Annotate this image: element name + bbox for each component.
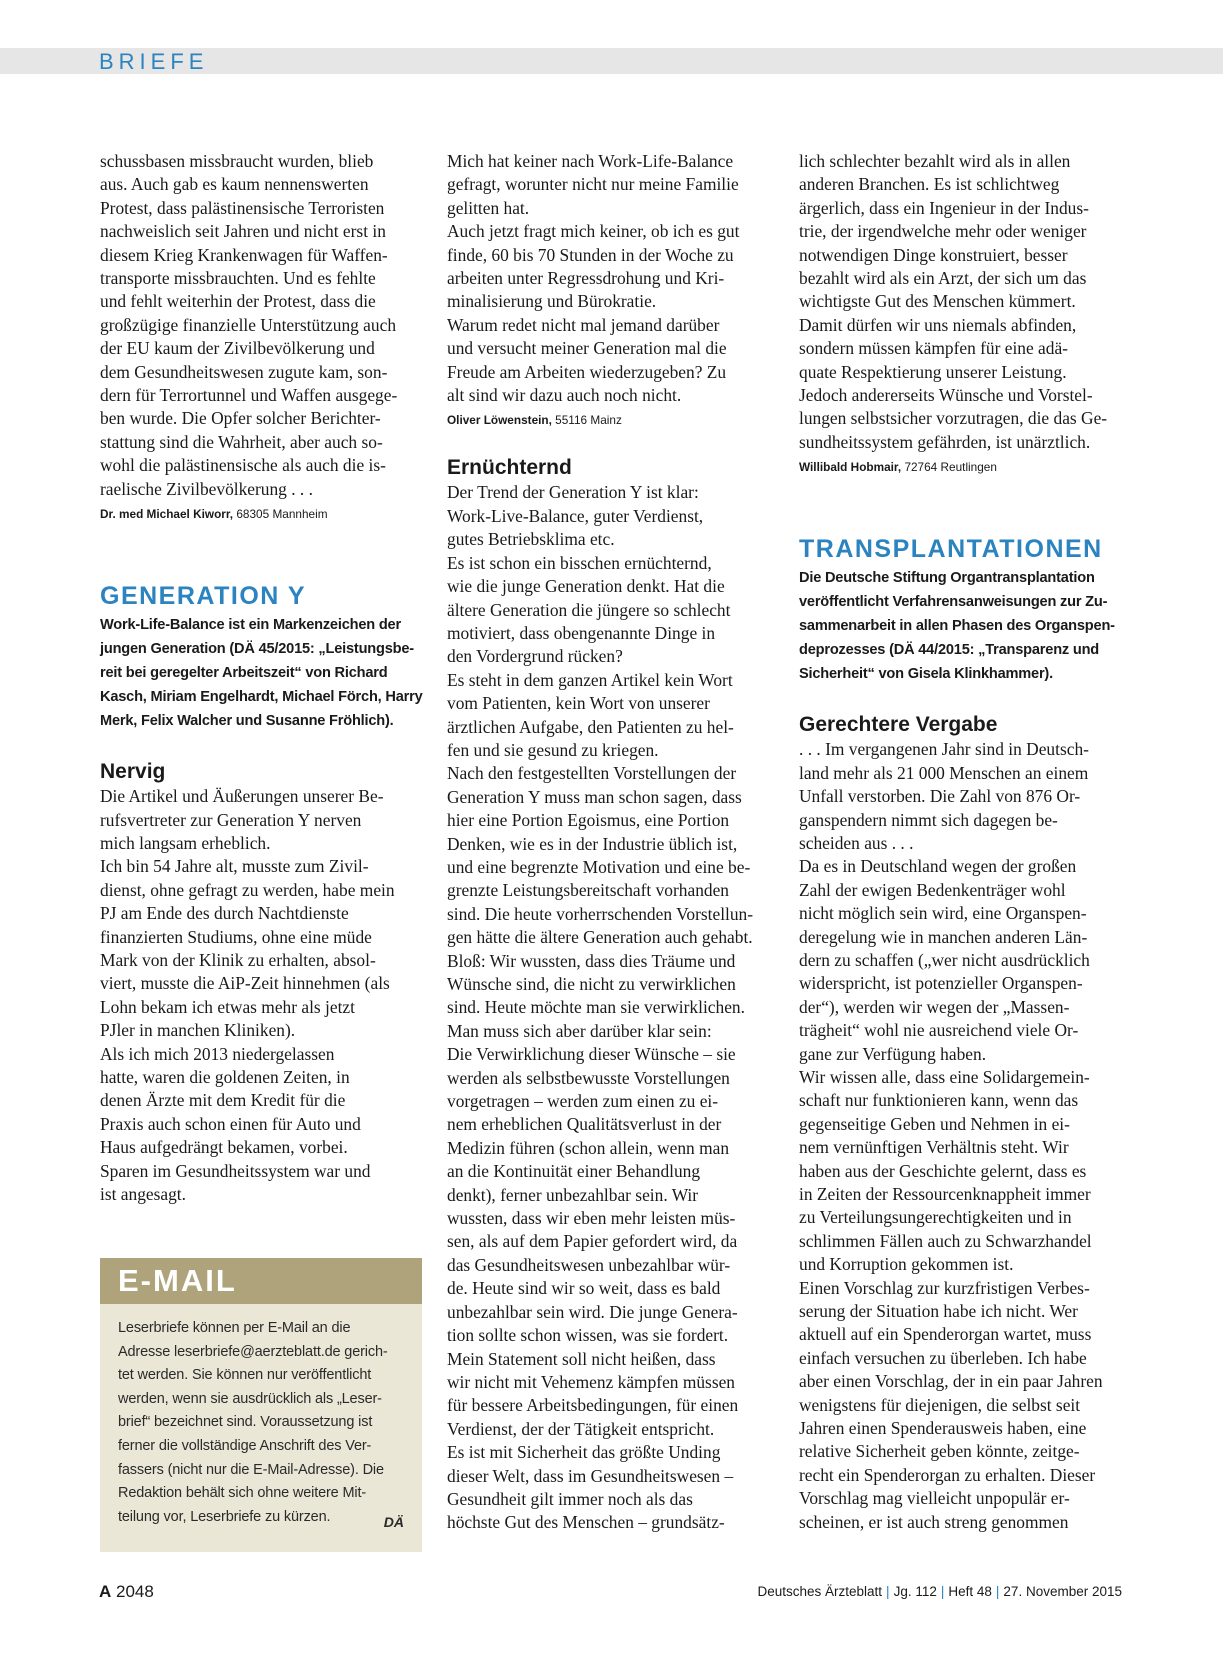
text-line: Es steht in dem ganzen Artikel kein Wort: [447, 669, 733, 690]
text-line: ganspendern nimmt sich dagegen be-: [799, 809, 1058, 830]
text-line: finde, 60 bis 70 Stunden in der Woche zu: [447, 244, 734, 265]
text-line: Nach den festgestellten Vorstellungen der: [447, 763, 737, 784]
rubric-heading: GENERATION Y: [100, 582, 306, 611]
letter-signature: [100, 507, 422, 521]
text-line: Einen Vorschlag zur kurzfristigen Verbes-: [799, 1277, 1090, 1298]
text-line: großzügige finanzielle Unterstützung auch: [100, 314, 397, 335]
text-line: . . . Im vergangenen Jahr sind in Deutsch-: [799, 739, 1089, 760]
text-line: sundheitssystem gefährden, ist unärztlich.: [799, 431, 1091, 452]
text-line: ferner die vollständige Anschrift des Ver-: [118, 1437, 372, 1454]
text-line: Sparen im Gesundheitssystem war und: [100, 1160, 371, 1181]
text-line: Protest, dass palästinensische Terroristen: [100, 197, 385, 218]
text-line: vom Patienten, kein Wort von unserer: [447, 693, 710, 714]
text-line: diesem Krieg Krankenwagen für Waffen-: [100, 244, 388, 265]
column-1: [100, 150, 422, 1206]
folio-number: 2048: [116, 1582, 154, 1601]
letter-continuation: [100, 150, 422, 501]
journal-footer: [757, 1584, 1122, 1599]
column-3: [799, 150, 1121, 1534]
text-line: bezahlt wird als ein Arzt, der sich um das: [799, 268, 1087, 289]
text-line: sondern müssen kämpfen für eine adä-: [799, 338, 1068, 359]
text-line: Leserbriefe können per E-Mail an die: [118, 1320, 351, 1336]
text-line: anderen Branchen. Es ist schlichtweg: [799, 174, 1060, 195]
text-line: Mein Statement soll nicht heißen, dass: [447, 1348, 716, 1369]
journal-volume: Jg. 112: [893, 1584, 937, 1599]
text-line: Jedoch andererseits Wünsche und Vorstel-: [799, 385, 1093, 406]
text-line: gutes Betriebsklima etc.: [447, 529, 615, 550]
text-line: ältere Generation die jüngere so schlecht: [447, 599, 731, 620]
author-place: 55116 Mainz: [555, 413, 622, 428]
letter-title: Gerechtere Vergabe: [799, 713, 998, 737]
text-line: den Vordergrund rücken?: [447, 646, 623, 667]
letter-body: [447, 481, 769, 1534]
text-line: unbezahlbar sein wird. Die junge Genera-: [447, 1301, 738, 1322]
text-line: lungen selbstsicher vorzutragen, die das Ge-: [799, 408, 1108, 429]
text-line: Work-Live-Balance, guter Verdienst,: [447, 505, 704, 526]
email-box-title: E-MAIL: [118, 1263, 237, 1298]
text-line: viert, musste die AiP-Zeit hinnehmen (als: [100, 973, 390, 994]
text-line: gegenseitige Geben und Nehmen in ei-: [799, 1113, 1070, 1134]
text-line: de. Heute sind wir so weit, dass es bald: [447, 1278, 721, 1299]
text-line: in Zeiten der Ressourcenknappheit immer: [799, 1184, 1091, 1204]
text-line: dieser Welt, dass im Gesundheitswesen –: [447, 1465, 734, 1486]
text-line: aber einen Vorschlag, der in ein paar Jahren: [799, 1371, 1103, 1392]
text-line: fen und sie gesund zu kriegen.: [447, 739, 659, 760]
text-line: raelische Zivilbevölkerung . . .: [100, 478, 313, 499]
text-line: deprozesses (DÄ 44/2015: „Transparenz und: [799, 642, 1100, 659]
text-line: veröffentlicht Verfahrensanweisungen zur Zu-: [799, 594, 1108, 611]
email-box-text: [100, 1304, 422, 1529]
text-line: dern zu schaffen („wer nicht ausdrücklich: [799, 949, 1090, 970]
text-line: Ich bin 54 Jahre alt, musste zum Zivil-: [100, 856, 369, 877]
letter-body: [799, 738, 1121, 1534]
text-line: Freude am Arbeiten wiederzugeben? Zu: [447, 361, 727, 382]
journal-date: 27. November 2015: [1003, 1584, 1122, 1599]
text-line: denkt), ferner unbezahlbar sein. Wir: [447, 1184, 699, 1205]
text-line: jungen Generation (DÄ 45/2015: „Leistungsbe-: [100, 641, 414, 658]
text-line: der EU kaum der Zivilbevölkerung und: [100, 338, 375, 359]
email-info-box: [100, 1258, 422, 1552]
text-line: Die Artikel und Äußerungen unserer Be-: [100, 786, 384, 807]
text-line: Wir wissen alle, dass eine Solidargemein-: [799, 1066, 1090, 1087]
text-line: ben wurde. Die Opfer solcher Berichter-: [100, 408, 381, 429]
text-line: Bloß: Wir wussten, dass dies Träume und: [447, 950, 736, 971]
text-line: hatte, waren die goldenen Zeiten, in: [100, 1066, 350, 1087]
author-place: 68305 Mannheim: [236, 507, 328, 522]
text-line: aus. Auch gab es kaum nennenswerten: [100, 174, 369, 195]
text-line: grenzte Leistungsbereitschaft vorhanden: [447, 880, 730, 901]
text-line: Work-Life-Balance ist ein Markenzeichen der: [100, 617, 401, 634]
text-line: wir nicht mit Vehemenz kämpfen müssen: [447, 1371, 736, 1392]
letter-continuation: [447, 150, 769, 407]
text-line: wussten, dass wir eben mehr leisten müs-: [447, 1208, 736, 1229]
author-name: Oliver Löwenstein,: [447, 413, 552, 428]
text-line: Vorschlag mag vielleicht unpopulär er-: [799, 1488, 1070, 1509]
text-line: teilung vor, Leserbriefe zu kürzen.: [118, 1508, 331, 1525]
text-line: Lohn bekam ich etwas mehr als jetzt: [100, 996, 355, 1017]
page-number: [99, 1582, 154, 1602]
text-line: Damit dürfen wir uns niemals abfinden,: [799, 314, 1077, 335]
text-line: ist angesagt.: [100, 1184, 186, 1204]
text-line: Warum redet nicht mal jemand darüber: [447, 314, 720, 335]
text-line: Es ist schon ein bisschen ernüchternd,: [447, 552, 712, 573]
rubric-intro: [799, 566, 1121, 686]
email-box-lines: [118, 1317, 404, 1529]
text-line: gelitten hat.: [447, 197, 530, 218]
text-line: Adresse leserbriefe@aerzteblatt.de gerich-: [118, 1343, 388, 1360]
text-line: Es ist mit Sicherheit das größte Unding: [447, 1442, 721, 1463]
text-line: alt sind wir dazu auch noch nicht.: [447, 385, 682, 406]
text-line: Verdienst, der der Tätigkeit entspricht.: [447, 1418, 715, 1439]
text-line: Da es in Deutschland wegen der großen: [799, 856, 1077, 877]
text-line: Merk, Felix Walcher und Susanne Fröhlich).: [100, 713, 394, 730]
text-line: zu Verteilungsungerechtigkeiten und in: [799, 1207, 1072, 1228]
text-line: aktuell auf ein Spenderorgan wartet, muss: [799, 1324, 1092, 1345]
text-line: der“), werden wir wegen der „Massen-: [799, 996, 1070, 1017]
text-line: minalisierung und Bürokratie.: [447, 291, 657, 312]
text-line: serung der Situation habe ich nicht. Wer: [799, 1301, 1078, 1322]
text-line: scheiden aus . . .: [799, 832, 914, 853]
text-line: wichtigste Gut des Menschen kümmert.: [799, 291, 1076, 312]
text-line: widerspricht, ist potenzieller Organspen-: [799, 973, 1083, 994]
text-line: ärgerlich, dass ein Ingenieur in der Indus-: [799, 197, 1089, 218]
text-line: Unfall verstorben. Die Zahl von 876 Or-: [799, 786, 1081, 807]
text-line: Medizin führen (schon allein, wenn man: [447, 1137, 730, 1158]
text-line: dem Gesundheitswesen zugute kam, son-: [100, 361, 388, 382]
text-line: trie, der irgendwelche mehr oder weniger: [799, 221, 1087, 242]
text-line: stattung sind die Wahrheit, aber auch so-: [100, 431, 383, 452]
text-line: ärztlichen Aufgabe, den Patienten zu hel-: [447, 716, 734, 737]
rubric-heading: TRANSPLANTATIONEN: [799, 535, 1103, 564]
text-line: nem vernünftigen Verhältnis steht. Wir: [799, 1137, 1069, 1158]
text-line: und versucht meiner Generation mal die: [447, 338, 727, 359]
text-line: und fehlt weiterhin der Protest, dass die: [100, 291, 376, 312]
text-line: reit bei geregelter Arbeitszeit“ von Richard: [100, 665, 388, 682]
text-line: gane zur Verfügung haben.: [799, 1043, 987, 1064]
text-line: sind. Heute möchte man sie verwirklichen.: [447, 997, 745, 1018]
text-line: lich schlechter bezahlt wird als in allen: [799, 151, 1071, 171]
text-line: Man muss sich aber darüber klar sein:: [447, 1020, 712, 1041]
folio-letter: A: [99, 1582, 112, 1601]
letter-signature: [447, 413, 769, 427]
text-line: werden als selbstbewusste Vorstellungen: [447, 1067, 730, 1088]
author-name: Willibald Hobmair,: [799, 460, 902, 475]
email-box-header: [100, 1258, 422, 1304]
text-line: relative Sicherheit geben könnte, zeitge-: [799, 1441, 1080, 1462]
text-line: dienst, ohne gefragt zu werden, habe mein: [100, 879, 395, 900]
text-line: schussbasen missbraucht wurden, blieb: [100, 151, 374, 171]
text-line: Gesundheit gilt immer noch als das: [447, 1488, 693, 1509]
author-name: Dr. med Michael Kiworr,: [100, 507, 234, 522]
text-line: schlimmen Fällen auch zu Schwarzhandel: [799, 1230, 1092, 1251]
text-line: dern für Terrortunnel und Waffen ausgege-: [100, 385, 398, 406]
text-line: Denken, wie es in der Industrie üblich ist,: [447, 833, 738, 854]
text-line: Jahren einen Spenderausweis haben, eine: [799, 1418, 1087, 1439]
text-line: nem erheblichen Qualitätsverlust in der: [447, 1114, 722, 1135]
text-line: rufsvertreter zur Generation Y nerven: [100, 809, 362, 830]
text-line: Mark von der Klinik zu erhalten, absol-: [100, 949, 376, 970]
text-line: einfach versuchen zu überleben. Ich habe: [799, 1347, 1087, 1368]
text-line: tion sollte schon wissen, was sie fordert.: [447, 1325, 729, 1346]
text-line: Wünsche sind, die nicht zu verwirklichen: [447, 974, 736, 994]
text-line: PJ am Ende des durch Nachtdienste: [100, 903, 349, 924]
text-line: wohl die palästinensische als auch die is-: [100, 455, 386, 476]
journal-name: Deutsches Ärzteblatt: [757, 1584, 883, 1599]
text-line: wenigstens für diejenigen, die selbst seit: [799, 1394, 1081, 1415]
text-line: höchste Gut des Menschen – grundsätz-: [447, 1512, 725, 1533]
text-line: fassers (nicht nur die E-Mail-Adresse). Die: [118, 1461, 384, 1478]
text-line: gen hätte die ältere Generation auch gehabt.: [447, 927, 753, 948]
text-line: Mich hat keiner nach Work-Life-Balance: [447, 151, 734, 171]
text-line: Als ich mich 2013 niedergelassen: [100, 1043, 335, 1064]
text-line: nachweislich seit Jahren und nicht erst in: [100, 221, 386, 242]
text-line: sammenarbeit in allen Phasen des Organspen-: [799, 618, 1115, 635]
separator: |: [995, 1584, 1000, 1599]
text-line: und eine begrenzte Motivation und eine be-: [447, 856, 751, 877]
author-place: 72764 Reutlingen: [904, 460, 997, 475]
journal-issue: Heft 48: [948, 1584, 992, 1599]
separator: |: [886, 1584, 890, 1599]
text-line: arbeiten unter Regressdrohung und Kri-: [447, 268, 725, 289]
text-line: schaft nur funktionieren kann, wenn das: [799, 1090, 1079, 1111]
text-line: Redaktion behält sich ohne weitere Mit-: [118, 1485, 367, 1502]
text-line: Zahl der ewigen Bedenkenträger wohl: [799, 879, 1066, 900]
text-line: Kasch, Miriam Engelhardt, Michael Förch, Harry: [100, 689, 423, 706]
text-line: PJler in manchen Kliniken).: [100, 1020, 296, 1041]
text-line: Auch jetzt fragt mich keiner, ob ich es gut: [447, 221, 740, 242]
text-line: gefragt, worunter nicht nur meine Familie: [447, 174, 739, 195]
rubric-intro: [100, 613, 422, 733]
letter-signature: [799, 460, 1121, 474]
text-line: land mehr als 21 000 Menschen an einem: [799, 762, 1089, 783]
text-line: wie die junge Generation denkt. Hat die: [447, 576, 725, 597]
text-line: denen Ärzte mit dem Kredit für die: [100, 1090, 346, 1111]
separator: |: [940, 1584, 945, 1599]
text-line: deregelung wie in manchen anderen Län-: [799, 926, 1088, 947]
text-line: Haus aufgedrängt bekamen, vorbei.: [100, 1137, 348, 1158]
text-line: trägheit“ wohl nie ausreichend viele Or-: [799, 1020, 1079, 1041]
text-line: mich langsam erheblich.: [100, 832, 271, 853]
text-line: brief“ bezeichnet sind. Voraussetzung ist: [118, 1414, 373, 1431]
text-line: Die Deutsche Stiftung Organtransplantation: [799, 570, 1095, 587]
email-box-sign: DÄ: [383, 1514, 404, 1530]
text-line: an die Kontinuität einer Behandlung: [447, 1161, 701, 1182]
text-line: sen, als auf dem Papier gefordert wird, da: [447, 1231, 738, 1252]
letter-continuation: [799, 150, 1121, 454]
letter-body: [100, 785, 422, 1206]
section-title: BRIEFE: [99, 49, 209, 74]
text-line: das Gesundheitswesen unbezahlbar wür-: [447, 1254, 731, 1275]
text-line: transporte missbrauchten. Und es fehlte: [100, 268, 376, 289]
letter-title: Nervig: [100, 760, 166, 784]
text-line: notwendigen Dinge konstruiert, besser: [799, 244, 1068, 265]
text-line: vorgetragen – werden zum einen zu ei-: [447, 1091, 719, 1112]
text-line: recht ein Spenderorgan zu erhalten. Dieser: [799, 1464, 1096, 1485]
text-line: haben aus der Geschichte gelernt, dass es: [799, 1160, 1087, 1181]
text-line: quate Respektierung unserer Leistung.: [799, 361, 1067, 382]
text-line: finanzierten Studiums, ohne eine müde: [100, 926, 372, 947]
text-line: sind. Die heute vorherrschenden Vorstellun-: [447, 903, 754, 924]
text-line: für bessere Arbeitsbedingungen, für einen: [447, 1395, 739, 1416]
letter-title: Ernüchternd: [447, 456, 572, 480]
text-line: tet werden. Sie können nur veröffentlicht: [118, 1367, 372, 1384]
text-line: Sicherheit“ von Gisela Klinkhammer).: [799, 666, 1053, 683]
text-line: scheinen, er ist auch streng genommen: [799, 1511, 1069, 1532]
text-line: und Korruption gekommen ist.: [799, 1254, 1014, 1275]
text-line: Generation Y muss man schon sagen, dass: [447, 786, 742, 807]
text-line: werden, wenn sie ausdrücklich als „Leser-: [118, 1390, 382, 1407]
text-line: Die Verwirklichung dieser Wünsche – sie: [447, 1044, 736, 1065]
text-line: motiviert, dass obengenannte Dinge in: [447, 622, 716, 643]
text-line: hier eine Portion Egoismus, eine Portion: [447, 810, 730, 831]
text-line: nicht möglich sein wird, eine Organspen-: [799, 903, 1087, 924]
text-line: Praxis auch schon einen für Auto und: [100, 1113, 361, 1134]
text-line: Der Trend der Generation Y ist klar:: [447, 482, 699, 503]
column-2: [447, 150, 769, 1535]
